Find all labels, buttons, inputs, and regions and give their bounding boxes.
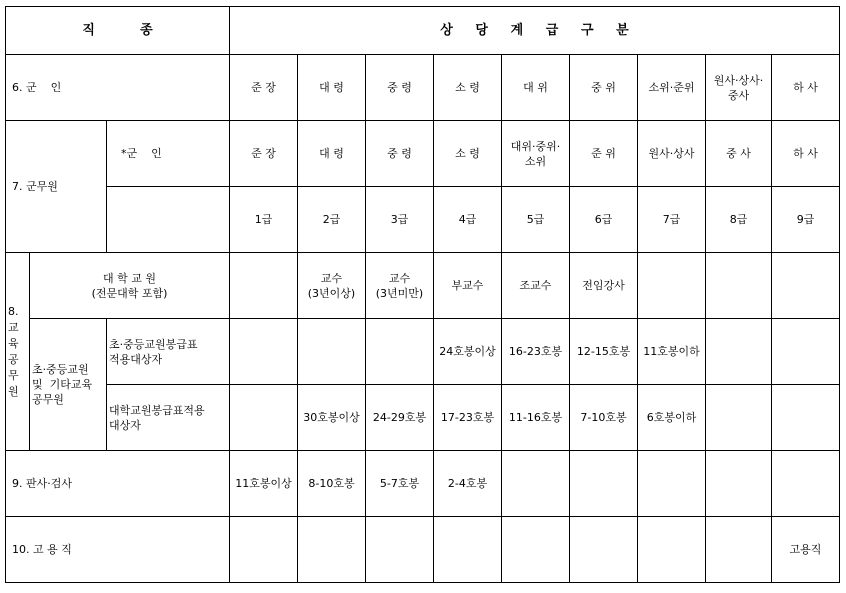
cell: 소 령: [434, 121, 502, 187]
row-label-civilian-military: 7. 군무원: [6, 121, 107, 253]
cell: 5급: [502, 187, 570, 253]
cell: 6급: [570, 187, 638, 253]
cell: 교수 (3년미만): [366, 253, 434, 319]
cell: [502, 517, 570, 583]
row-secondary-teachers: [6, 319, 840, 385]
cell: 11호봉이상: [230, 451, 298, 517]
cell: 2-4호봉: [434, 451, 502, 517]
sub-label-university: 대 학 교 원 (전문대학 포함): [30, 253, 230, 319]
row-civilian-military-ranks: [6, 121, 840, 187]
sub-label-university-salary: 대학교원봉급표적용 대상자: [107, 385, 230, 451]
header-row: [6, 7, 840, 55]
cell: [298, 517, 366, 583]
cell: 17-23호봉: [434, 385, 502, 451]
cell: 24-29호봉: [366, 385, 434, 451]
cell: 소 령: [434, 55, 502, 121]
cell: 대 령: [298, 55, 366, 121]
cell: 7급: [638, 187, 706, 253]
cell: 대위·중위· 소위: [502, 121, 570, 187]
cell: 중 령: [366, 121, 434, 187]
cell: 준 장: [230, 121, 298, 187]
cell: 교수 (3년이상): [298, 253, 366, 319]
cell: 4급: [434, 187, 502, 253]
row-university-faculty: [6, 253, 840, 319]
header-rank-class: 상 당 계 급 구 분: [230, 7, 840, 55]
cell: [230, 319, 298, 385]
cell: 소위·준위: [638, 55, 706, 121]
cell: 16-23호봉: [502, 319, 570, 385]
cell: [772, 385, 840, 451]
cell: 8-10호봉: [298, 451, 366, 517]
cell: 대 령: [298, 121, 366, 187]
cell: [706, 319, 772, 385]
cell: 11호봉이하: [638, 319, 706, 385]
cell: 중 령: [366, 55, 434, 121]
cell: 11-16호봉: [502, 385, 570, 451]
cell: 전임강사: [570, 253, 638, 319]
cell: [366, 517, 434, 583]
cell: 준 장: [230, 55, 298, 121]
row-label-judges: 9. 판사·검사: [6, 451, 230, 517]
cell: [638, 253, 706, 319]
cell: 9급: [772, 187, 840, 253]
cell: [230, 517, 298, 583]
row-label-employees: 10. 고 용 직: [6, 517, 230, 583]
cell: 7-10호봉: [570, 385, 638, 451]
cell: 대 위: [502, 55, 570, 121]
cell: 2급: [298, 187, 366, 253]
cell: [706, 517, 772, 583]
rank-equivalence-table: [5, 6, 840, 583]
cell: 하 사: [772, 121, 840, 187]
cell: 하 사: [772, 55, 840, 121]
cell: 5-7호봉: [366, 451, 434, 517]
header-job-type: 직 종: [6, 7, 230, 55]
cell: [434, 517, 502, 583]
cell: [772, 253, 840, 319]
cell: 6호봉이하: [638, 385, 706, 451]
cell: [706, 385, 772, 451]
cell: 중 위: [570, 55, 638, 121]
cell: [366, 319, 434, 385]
row-employees: [6, 517, 840, 583]
cell: [772, 451, 840, 517]
row-civilian-military-grades: [6, 187, 840, 253]
cell: [502, 451, 570, 517]
row-label-military: 6. 군 인: [6, 55, 230, 121]
cell: 24호봉이상: [434, 319, 502, 385]
row-label-education: 8. 교 육 공 무 원: [6, 253, 30, 451]
cell: 12-15호봉: [570, 319, 638, 385]
cell: [706, 253, 772, 319]
cell: [298, 319, 366, 385]
cell: 원사·상사· 중사: [706, 55, 772, 121]
cell: [772, 319, 840, 385]
cell: 부교수: [434, 253, 502, 319]
cell: [638, 517, 706, 583]
row-university-salary: [6, 385, 840, 451]
cell: 고용직: [772, 517, 840, 583]
cell: 8급: [706, 187, 772, 253]
sub-label-secondary-salary: 초·중등교원봉급표 적용대상자: [107, 319, 230, 385]
empty-cell: [107, 187, 230, 253]
cell: [570, 451, 638, 517]
sub-label-military: *군 인: [107, 121, 230, 187]
cell: 준 위: [570, 121, 638, 187]
cell: 30호봉이상: [298, 385, 366, 451]
cell: 원사·상사: [638, 121, 706, 187]
cell: [230, 385, 298, 451]
cell: 1급: [230, 187, 298, 253]
cell: [570, 517, 638, 583]
sub-label-secondary-group: 초·중등교원 및 기타교육 공무원: [30, 319, 107, 451]
cell: [706, 451, 772, 517]
row-judges-prosecutors: [6, 451, 840, 517]
row-military: [6, 55, 840, 121]
cell: [230, 253, 298, 319]
cell: 3급: [366, 187, 434, 253]
cell: [638, 451, 706, 517]
cell: 조교수: [502, 253, 570, 319]
cell: 중 사: [706, 121, 772, 187]
rank-equivalence-table-wrap: [5, 6, 840, 583]
